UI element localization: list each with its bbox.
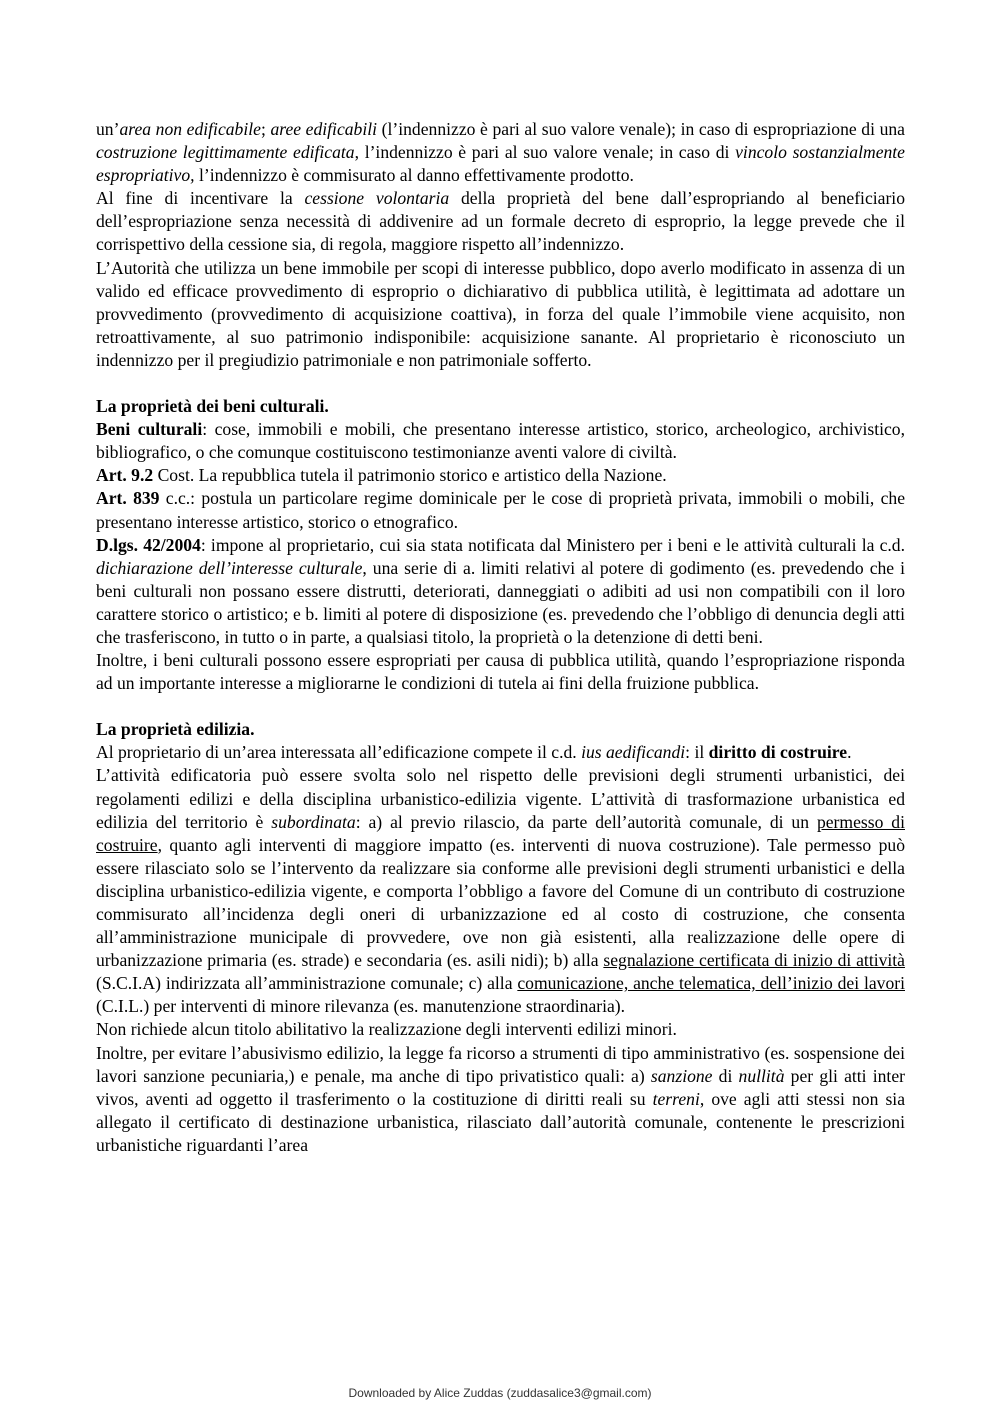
paragraph-interventi-minori: Non richiede alcun titolo abilitativo la realizzazione degli interventi edilizi minori. [96, 1019, 677, 1040]
paragraph-cessione-volontaria: Al fine di incentivare la cessione volontaria della proprietà del bene dall’espropriando al beneficiario dell’espropriazione senza necessità di addivenire ad un formale decreto di esproprio, la legge prevede che il corrispettivo della cessione sia, di regola, maggiore rispetto all’indennizzo. [96, 188, 905, 255]
spacer [96, 372, 905, 395]
paragraph-indennizzo: un’area non edificabile; aree edificabili (l’indennizzo è pari al suo valore venale); in caso di espropriazione di una costruzione legittimamente edificata, l’indennizzo è pari al suo valore venale; in caso di vincolo sostanzialmente espropriativo, l’indennizzo è commisurato al danno effettivamente prodotto. [96, 119, 905, 186]
paragraph-abusivismo-edilizio: Inoltre, per evitare l’abusivismo edilizio, la legge fa ricorso a strumenti di tipo amministrativo (es. sospensione dei lavori sanzione pecuniaria,) e penale, ma anche di tipo privatistico quali: a) sanzione di nullità per gli atti inter vivos, aventi ad oggetto il trasferimento o la costituzione di diritti reali su terreni, ove agli atti stessi non sia allegato il certificato di destinazione urbanistica, rilasciato dall’autorità comunale, contenente le prescrizioni urbanistiche riguardanti l’area [96, 1042, 906, 1155]
paragraph-acquisizione-sanante: L’Autorità che utilizza un bene immobile per scopi di interesse pubblico, dopo averlo modificato in assenza di un valido ed efficace provvedimento di esproprio o dichiarativo di pubblica utilità, è legittimata ad adottare un provvedimento (provvedimento di acquisizione coattiva), in forza del quale l’immobile viene acquisito, non retroattivamente, al suo patrimonio indisponibile: acquisizione sanante. Al proprietario è riconosciuto un indennizzo per il pregiudizio patrimoniale e non patrimoniale sofferto. [96, 257, 905, 370]
paragraph-espropriazione-beni: Inoltre, i beni culturali possono essere espropriati per causa di pubblica utilità, quando l’espropriazione risponda ad un importante interesse a migliorarne le condizioni di tutela ai fini della fruizione pubblica. [96, 650, 905, 694]
spacer [96, 695, 905, 718]
paragraph-beni-culturali: Beni culturali: cose, immobili e mobili, che presentano interesse artistico, storico, archeologico, archivistico, bibliografico, o che comunque costituiscono testimonianze aventi valore di civiltà. [96, 419, 906, 463]
document-page [96, 118, 905, 1157]
paragraph-dlgs-42-2004: D.lgs. 42/2004: impone al proprietario, cui sia stata notificata dal Ministero per i beni e le attività culturali la c.d. dichiarazione dell’interesse culturale, una serie di a. limiti relativi al potere di godimento (es. prevedendo che i beni culturali non possano essere distrutti, deteriorati, danneggiati o adibiti ad usi non compatibili con il loro carattere storico o artistico; e b. limiti al potere di disposizione (es. prevedendo che l’obbligo di denuncia degli atti che trasferiscono, in tutto o in parte, a qualsiasi titolo, la proprietà o la detenzione di detti beni. [96, 534, 905, 647]
heading-beni-culturali: La proprietà dei beni culturali. [96, 396, 329, 417]
heading-proprieta-edilizia: La proprietà edilizia. [96, 719, 255, 740]
paragraph-art-9: Art. 9.2 Cost. La repubblica tutela il patrimonio storico e artistico della Nazione. [96, 465, 667, 486]
paragraph-ius-aedificandi: Al proprietario di un’area interessata all’edificazione compete il c.d. ius aedificandi: il diritto di costruire. [96, 742, 852, 763]
paragraph-attivita-edificatoria: L’attività edificatoria può essere svolta solo nel rispetto delle previsioni degli strumenti urbanistici, dei regolamenti edilizi e della disciplina urbanistico-edilizia vigente. L’attività di trasformazione urbanistica ed edilizia del territorio è subordinata: a) al previo rilascio, da parte dell’autorità comunale, di un permesso di costruire, quanto agli interventi di maggiore impatto (es. interventi di nuova costruzione). Tale permesso può essere rilasciato solo se l’intervento da realizzare sia conforme alle previsioni degli strumenti urbanistici e della disciplina urbanistico-edilizia vigente, e comporta l’obbligo a favore del Comune di un contributo di costruzione commisurato all’incidenza degli oneri di urbanizzazione ed al costo di costruzione, che consenta all’amministrazione municipale di provvedere, ove non già esistenti, alla realizzazione delle opere di urbanizzazione primaria (es. strade) e secondaria (es. asili nidi); b) alla segnalazione certificata di inizio di attività (S.C.I.A) indirizzata all’amministrazione comunale; c) alla comunicazione, anche telematica, dell’inizio dei lavori (C.I.L.) per interventi di minore rilevanza (es. manutenzione straordinaria). [96, 765, 905, 1017]
paragraph-art-839: Art. 839 c.c.: postula un particolare regime dominicale per le cose di proprietà privata, immobili o mobili, che presentano interesse artistico, storico o etnografico. [96, 488, 906, 532]
download-footer: Downloaded by Alice Zuddas (zuddasalice3@gmail.com) [348, 1386, 652, 1400]
